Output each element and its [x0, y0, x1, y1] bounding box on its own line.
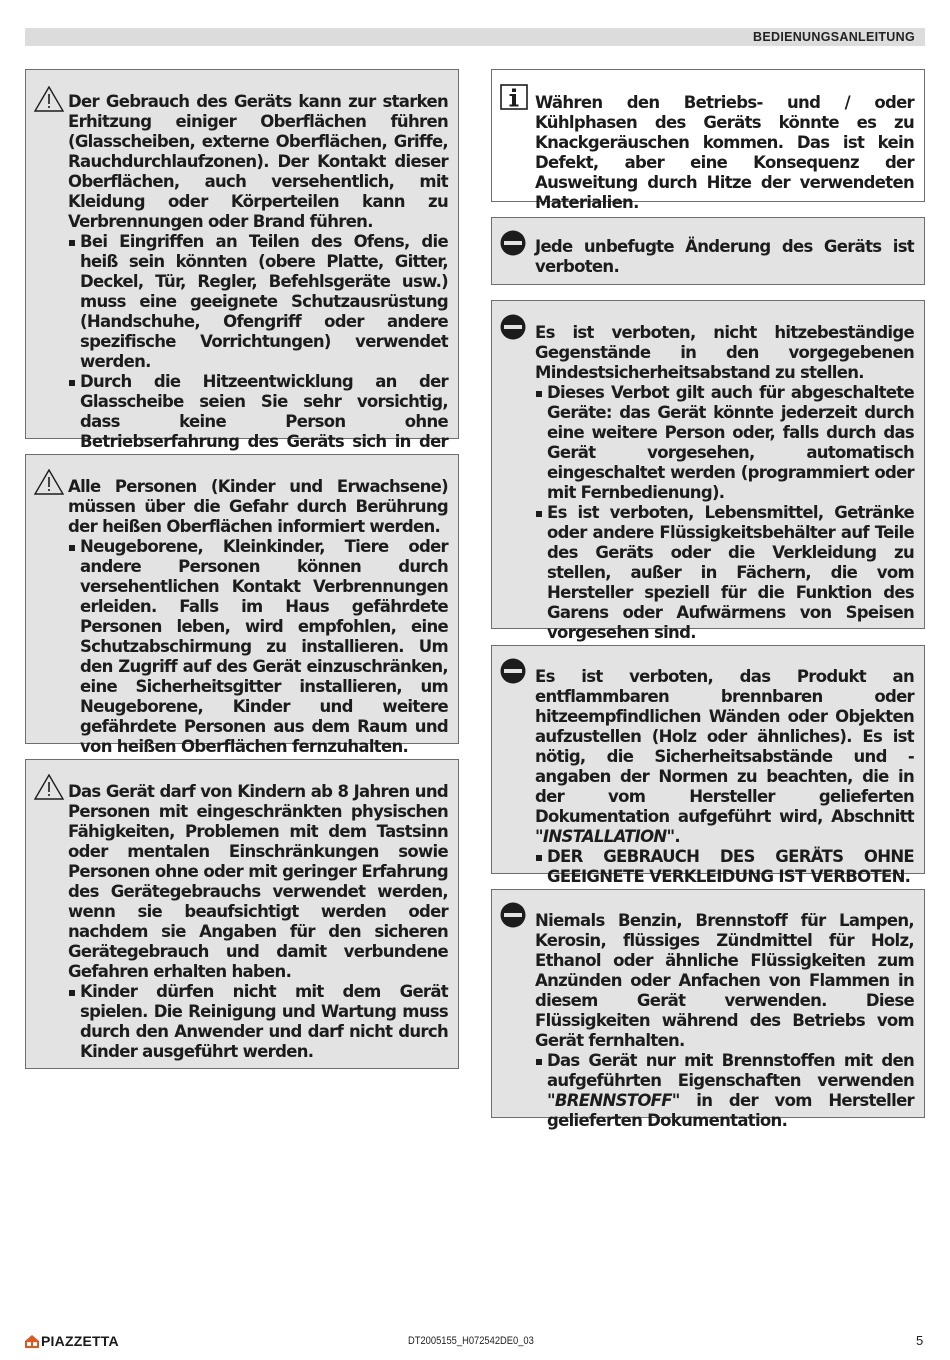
info-text: Währen den Betriebs- und / oder Kühlphasen des Geräts könnte es zu Knackgeräuschen kommen. Das ist kein Defekt, aber eine Konsequenz der Ausweitung durch Hitze der verwendeten Materialien. [535, 93, 914, 212]
no-entry-icon [500, 314, 526, 345]
header-bar [25, 28, 925, 46]
prohibition-box-installation [491, 645, 925, 886]
warning-text: Der Gebrauch des Geräts kann zur starken Erhitzung einiger Oberflächen führen (Glasscheiben, externe Oberflächen, Griffe, Rauchdurchlaufzonen). Der Kontakt dieser Oberflächen, auch versehentlich, mit Kleidung oder Körperteilen kann zu Verbrennungen oder Brand führen. [68, 92, 448, 231]
info-icon [500, 84, 528, 115]
logo-icon [25, 1335, 39, 1348]
list-item: Bei Eingriffen an Teilen des Ofens, die heiß sein könnten (obere Platte, Gitter, Deckel, Tür, Regler, Befehlsgeräte usw.) muss eine geeignete Schutzausrüstung (Handschuhe, Ofengriff oder andere spezifische Vorrichtungen) verwendet werden. [68, 232, 448, 372]
text-part: Es ist verboten, das Produkt an entflammbaren brennbaren oder hitzeempfindlichen Wänden oder Objekten aufzustellen (Holz oder ähnliches). Es ist nötig, die Sicherheitsabstände und -angaben der Normen zu beachten, die in der vom Hersteller gelieferten Dokumentation aufgeführt wird, Abschnitt " [535, 667, 914, 846]
text-part: ". [666, 827, 680, 846]
list-item [535, 1051, 914, 1131]
logo-text: PIAZZETTA [41, 1333, 119, 1349]
list-item: Durch die Hitzeentwicklung an der Glasscheibe seien Sie sehr vorsichtig, dass keine Person ohne Betriebserfahrung des Geräts sich in der [68, 372, 448, 472]
warning-triangle-icon [34, 469, 64, 500]
text-part: Das Gerät nur mit Brennstoffen mit den aufgeführten Eigenschaften verwenden " [547, 1051, 914, 1110]
prohibition-box-fuels [491, 889, 925, 1130]
warning-triangle-icon [34, 86, 64, 117]
warning-box-children [25, 759, 459, 1069]
list-item: Es ist verboten, Lebensmittel, Getränke oder andere Flüssigkeitsbehälter auf Teile des Geräts oder die Verkleidung zu stellen, außer in Fächern, die vom Hersteller speziell für die Funktion des Garens oder Aufwärmens von Speisen vorgesehen sind. [535, 503, 914, 643]
list-item: Kinder dürfen nicht mit dem Gerät spielen. Die Reinigung und Wartung muss durch den Anwender und darf nicht durch Kinder ausgeführt werden. [68, 982, 448, 1062]
list-item: Dieses Verbot gilt auch für abgeschaltete Geräte: das Gerät könnte jederzeit durch eine weitere Person oder, falls durch das Gerät vorgesehen, automatisch eingeschaltet werden (programmiert oder mit Fernbedienung). [535, 383, 914, 503]
warning-box-hot-surfaces [25, 69, 459, 451]
list-item: DER GEBRAUCH DES GERÄTS OHNE GEEIGNETE VERKLEIDUNG IST VERBOTEN. [535, 847, 914, 887]
prohibition-box-objects [491, 300, 925, 642]
text-part: " in der vom Hersteller gelieferten Dokumentation. [547, 1091, 914, 1130]
no-entry-icon [500, 658, 526, 689]
warning-box-persons [25, 454, 459, 756]
warning-text: Alle Personen (Kinder und Erwachsene) müssen über die Gefahr durch Berührung der heißen Oberflächen informiert werden. [68, 477, 448, 536]
prohibition-text [535, 667, 914, 847]
brand-logo [25, 1333, 119, 1349]
prohibition-text: Jede unbefugte Änderung des Geräts ist verboten. [535, 237, 914, 276]
section-reference: INSTALLATION [542, 827, 667, 846]
header-title: BEDIENUNGSANLEITUNG [753, 30, 915, 44]
warning-text: Das Gerät darf von Kindern ab 8 Jahren und Personen mit eingeschränkten physischen Fähigkeiten, Problemen mit dem Tastsinn oder mentalen Einschränkungen sowie Personen ohne oder mit geringer Erfahrung des Gerätegebrauchs verwendet werden, wenn sie beaufsichtigt werden oder nachdem sie Angaben für den sicheren Gerätegebrauch und damit verbundene Gefahren erhalten haben. [68, 782, 448, 981]
document-code: DT2005155_H072542DE0_03 [408, 1335, 534, 1347]
prohibition-box-modification [491, 217, 925, 285]
info-box-noises [491, 69, 925, 212]
page-number: 5 [916, 1333, 924, 1348]
list-item: Neugeborene, Kleinkinder, Tiere oder andere Personen können durch versehentlichen Kontakt Verbrennungen erleiden. Falls im Haus gefährdete Personen leben, wird empfohlen, eine Schutzabschirmung zu installieren. Um den Zugriff auf des Gerät einzuschränken, eine Sicherheitsgitter installieren, um Neugeborene, Kinder und weitere gefährdete Personen aus dem Raum und von heißen Oberflächen fernzuhalten. [68, 537, 448, 757]
no-entry-icon [500, 230, 526, 261]
section-reference: BRENNSTOFF [554, 1091, 672, 1110]
prohibition-text: Niemals Benzin, Brennstoff für Lampen, Kerosin, flüssiges Zündmittel für Holz, Ethanol oder ähnliche Flüssigkeiten zum Anzünden oder Anfachen von Flammen in diesem Gerät verwenden. Diese Flüssigkeiten während des Betriebs vom Gerät fernhalten. [535, 911, 914, 1050]
warning-triangle-icon [34, 774, 64, 805]
prohibition-text: Es ist verboten, nicht hitzebeständige Gegenstände in den vorgegebenen Mindestsicherheitsabstand zu stellen. [535, 323, 914, 382]
no-entry-icon [500, 902, 526, 933]
